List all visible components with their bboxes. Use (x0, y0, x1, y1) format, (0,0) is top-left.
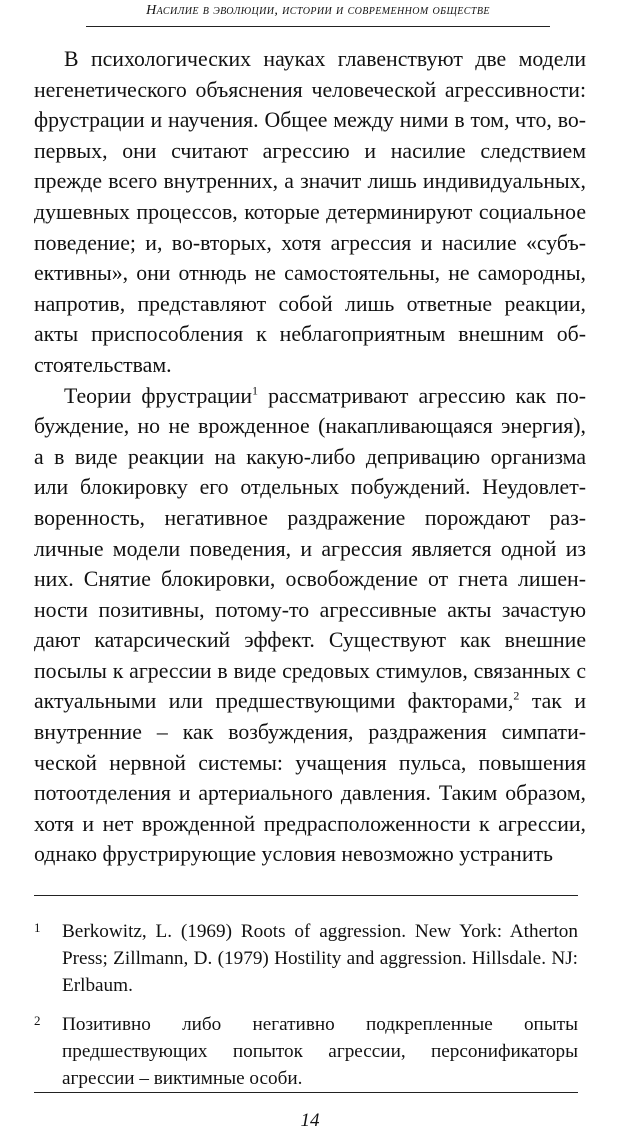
header-rule (86, 26, 550, 27)
footnote-2-number: 2 (34, 1013, 41, 1028)
footnote-1-text: Berkowitz, L. (1969) Roots of aggression. New York: Atherton Press; Zillmann, D. (1979) Hostility and aggression. Hillsdale. NJ: Erlbaum. (62, 921, 578, 996)
paragraph-2-text-c: так и внутренние – как возбуждения, раздражения симпатической нервной системы: учащения пульса, повышения потоотделения и артериального давления. Таким образом, хотя и нет врожденной предрасположенности к агрессии, однако фрустрирующие условия невозможно устранить (34, 689, 586, 867)
footnote-rule-bottom (34, 1092, 578, 1093)
paragraph-1: В психологических науках главенствуют две модели негенетического объяснения человеческой агрессивности: фрустрации и научения. Общее между ними в том, что, во-первых, они считают агрессию и насилие следствием прежде всего внутренних, а значит лишь индивидуальных, душевных процессов, которые детерминируют социальное поведение; и, во-вторых, хотя агрессия и насилие «субъективны», они отнюдь не самостоятельны, не самородны, напротив, представляют собой лишь ответные реакции, акты приспособления к неблагоприятным внешним обстоятельствам. (34, 47, 586, 377)
paragraph-2-text-a: Теории фрустрации (64, 383, 253, 408)
footnote-1-number: 1 (34, 920, 41, 935)
footnote-rule-top (34, 895, 578, 896)
footnote-2-text: Позитивно либо негативно подкрепленные опыты предшествующих попыток агрессии, персонификаторы агрессии – виктимные особи. (62, 1014, 578, 1089)
footnotes (34, 918, 578, 1104)
paragraph-2-text-b: рассматривают агрессию как побуждение, но не врожденное (накапливающаяся энергия), а в виде реакции на какую-либо депривацию организма или блокировку его отдельных побуждений. Неудовлетворенность, негативное раздражение порождают различные модели поведения, и агрессия является одной из них. Снятие блокировки, освобождение от гнета лишенности позитивны, потому-то агрессивные акты зачастую дают катарсический эффект. Существуют как внешние посылы к агрессии в виде средовых стимулов, связанных с актуальными или предшествующими факторами, (34, 383, 586, 714)
footnote-2 (34, 1011, 578, 1092)
footnote-ref-2[interactable]: 2 (513, 689, 520, 704)
footnote-ref-1[interactable]: 1 (252, 383, 259, 398)
page-number: 14 (300, 1110, 320, 1131)
paragraph-2 (34, 381, 586, 871)
footnote-1 (34, 918, 578, 999)
running-header: Насилие в эволюции, истории и современном обществе (146, 3, 490, 18)
main-text (34, 44, 586, 870)
